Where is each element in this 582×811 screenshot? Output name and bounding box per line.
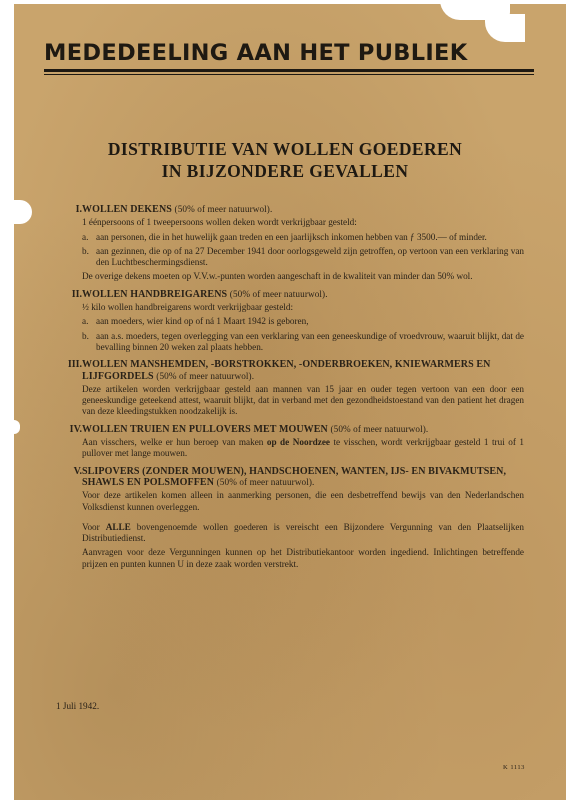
notice-body [62, 204, 524, 576]
section-body [82, 217, 524, 268]
torn-edge [566, 0, 582, 811]
section-intro: ½ kilo wollen handbreigarens wordt verkrijgbaar gesteld: [82, 302, 293, 313]
subtitle [60, 138, 510, 182]
list-letter: a. [82, 316, 89, 327]
list-item [82, 246, 524, 269]
footer-paragraph-1 [82, 522, 524, 545]
torn-edge [12, 420, 20, 434]
section-intro [82, 437, 524, 460]
list-letter: b. [82, 245, 89, 256]
list-letter: b. [82, 330, 89, 341]
section-body [82, 490, 524, 570]
section-outro: De overige dekens moeten op V.V.w.-punten worden aangeschaft in de kwaliteit van minder dan 50% wol. [82, 271, 473, 282]
section-note: (50% of meer natuurwol). [330, 423, 429, 434]
list-text: aan personen, die in het huwelijk gaan treden en een jaarlijksch inkomen hebben van ƒ 3500.— of minder. [96, 231, 487, 242]
section-4 [62, 424, 524, 460]
torn-edge [0, 0, 14, 811]
print-code: K 1113 [503, 764, 525, 771]
section-heading-text: SLIPOVERS (ZONDER MOUWEN), HANDSCHOENEN, WANTEN, IJS- EN BIVAKMUTSEN, SHAWLS EN POLSMOFFEN [82, 465, 507, 488]
footer-bold: ALLE [105, 521, 131, 532]
section-5 [62, 466, 524, 570]
section-intro: Voor deze artikelen komen alleen in aanmerking personen, die een desbetreffend bewijs van den Nederlandschen Volksdienst kunnen overleggen. [82, 490, 524, 512]
list-item [82, 232, 524, 243]
section-heading [82, 204, 524, 215]
intro-post: te visschen, wordt verkrijgbaar gesteld 1 trui of 1 pullover met lange mouwen. [82, 437, 524, 459]
section-2 [62, 289, 524, 353]
section-heading [82, 359, 524, 382]
section-body [82, 384, 524, 418]
list-item [82, 331, 524, 354]
list-text: aan gezinnen, die op of na 27 December 1941 door oorlogsgeweld zijn getroffen, op vertoon van een verklaring van den Luchtbeschermingsdienst. [96, 245, 524, 268]
section-heading [82, 424, 524, 435]
subtitle-line-2: IN BIJZONDERE GEVALLEN [161, 161, 409, 181]
list-letter: a. [82, 231, 89, 242]
section-number: IV. [69, 423, 82, 435]
section-heading-text: WOLLEN MANSHEMDEN, -BORSTROKKEN, -ONDERBROEKEN, KNIEWARMERS EN LIJFGORDELS [82, 359, 491, 382]
section-note: (50% of meer natuurwol). [229, 288, 328, 299]
intro-bold: op de Noordzee [266, 437, 330, 448]
headline-rule-thin [44, 74, 534, 75]
subtitle-line-1: DISTRIBUTIE VAN WOLLEN GOEDEREN [107, 139, 463, 159]
date: 1 Juli 1942. [56, 701, 100, 711]
headline: MEDEDEELING AAN HET PUBLIEK [44, 40, 468, 66]
section-body [82, 437, 524, 460]
section-body [82, 302, 524, 353]
section-heading [82, 289, 524, 300]
section-3 [62, 359, 524, 417]
section-heading-text: WOLLEN TRUIEN EN PULLOVERS MET MOUWEN [82, 423, 328, 435]
section-number: I. [75, 204, 82, 215]
torn-edge [0, 800, 582, 811]
section-heading [82, 466, 524, 489]
headline-rule [44, 69, 534, 72]
section-number: III. [67, 359, 82, 371]
intro-pre: Aan visschers, welke er hun beroep van maken [82, 437, 267, 448]
section-heading-text: WOLLEN HANDBREIGARENS [82, 288, 228, 300]
section-number: II. [71, 288, 82, 300]
section-note: (50% of meer natuurwol). [174, 204, 273, 214]
torn-edge [12, 200, 32, 224]
section-intro: Deze artikelen worden verkrijgbaar gesteld aan mannen van 15 jaar en ouder tegen vertoon van een door een geneeskundige geteekend attest, waaruit blijkt, dat in verband met den gezondheidstoestand van den patient het dragen van deze kleedingstukken noodzakelijk is. [82, 383, 524, 417]
footer-post: bovengenoemde wollen goederen is vereischt een Bijzondere Vergunning van den Plaatselijken Distributiedienst. [82, 521, 524, 544]
list-item [82, 316, 524, 327]
section-1 [62, 204, 524, 283]
torn-edge [485, 14, 525, 42]
footer-paragraph-2: Aanvragen voor deze Vergunningen kunnen op het Distributiekantoor worden ingediend. Inlichtingen betreffende prijzen en punten kunnen U in deze zaak worden verstrekt. [82, 547, 524, 569]
footer-pre: Voor [82, 521, 106, 532]
section-heading-text: WOLLEN DEKENS [82, 204, 172, 215]
section-note: (50% of meer natuurwol). [216, 476, 315, 487]
section-intro: 1 éénpersoons of 1 tweepersoons wollen deken wordt verkrijgbaar gesteld: [82, 217, 357, 228]
list-text: aan a.s. moeders, tegen overlegging van een verklaring van een geneeskundige of vroedvrouw, waaruit blijkt, dat de bevalling binnen 20 weken zal plaats hebben. [96, 330, 524, 352]
section-note: (50% of meer natuurwol). [156, 370, 255, 381]
section-number: V. [73, 465, 82, 477]
list-text: aan moeders, wier kind op of ná 1 Maart 1942 is geboren, [96, 316, 309, 327]
